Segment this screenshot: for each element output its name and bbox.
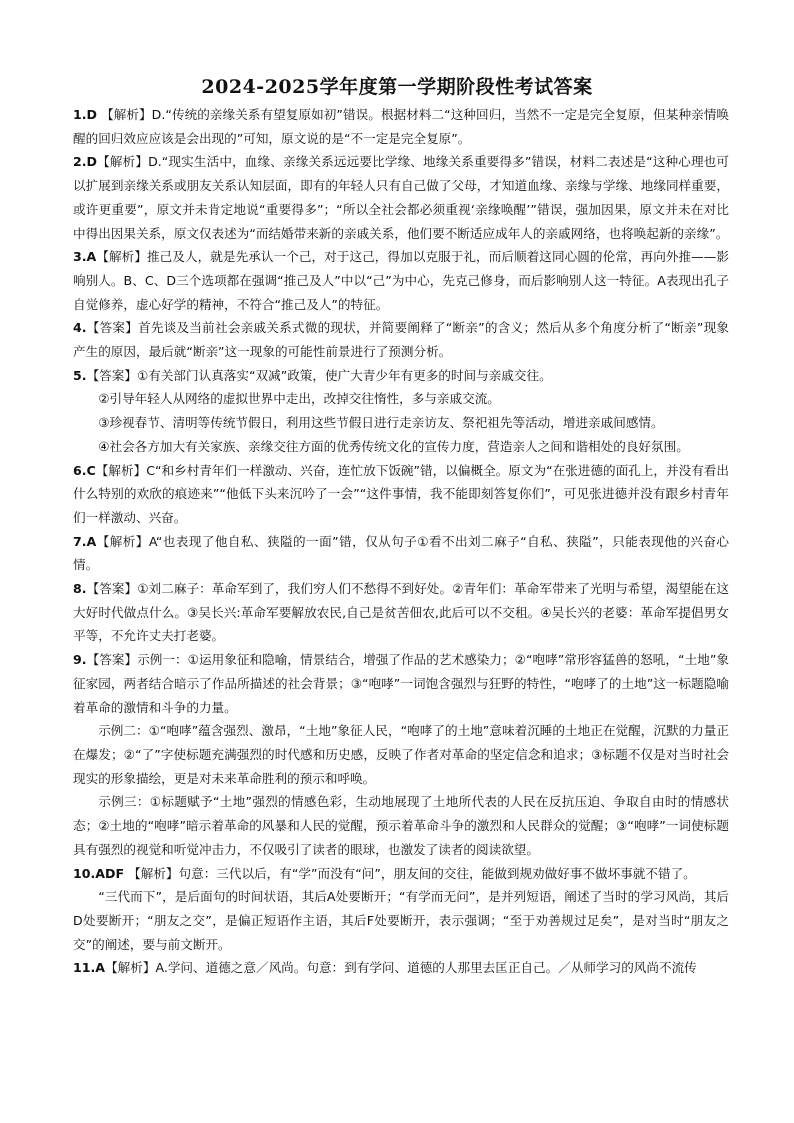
answer-text: 【解析】D.“传统的亲缘关系有望复原如初”错误。根据材料二“这种回归，当然不一定是完全复原，但某种亲情唤醒的回归效应应该是会出现的”可知，原文说的是“不一定是完全复原”。 bbox=[73, 107, 729, 146]
answer-text: 【解析】A“也表现了他自私、狭隘的一面”错，仅从句子①看不出刘二麻子“自私、狭隘”，只能表现他的兴奋心情。 bbox=[73, 533, 729, 573]
answer-text: 示例二：①“咆哮”蕴含强烈、激昂，“土地”象征人民，“咆哮了的土地”意味着沉睡的土地正在觉醒，沉默的力量正在爆发；②“了”字使标题充满强烈的时代感和历史感，反映了作者对革命的坚定信念和追求；③标题不仅是对当时社会现实的形象描绘，更是对未来革命胜利的预示和呼唤。 bbox=[73, 723, 729, 786]
answer-paragraph bbox=[73, 411, 729, 435]
question-number: 10.ADF bbox=[73, 865, 125, 881]
answer-paragraph bbox=[73, 790, 729, 861]
question-number: 4. bbox=[73, 320, 87, 336]
question-number: 11.A bbox=[73, 960, 106, 976]
answer-paragraph bbox=[73, 956, 729, 980]
question-number: 8. bbox=[73, 581, 87, 597]
answer-text: 【答案】①刘二麻子：革命军到了，我们穷人们不愁得不到好处。②青年们：革命军带来了光明与希望，渴望能在这大好时代做点什么。③吴长兴:革命军要解放农民,自己是贫苦佃农,此后可以不交租。④吴长兴的老婆：革命军提倡男女平等，不允许丈夫打老婆。 bbox=[73, 581, 729, 644]
question-number: 5. bbox=[73, 367, 87, 383]
answer-text: 【答案】①有关部门认真落实“双减”政策，使广大青少年有更多的时间与亲戚交往。 bbox=[86, 367, 552, 383]
answer-content bbox=[73, 103, 729, 980]
answer-text: 【解析】推己及人，就是先承认一个己，对于这己，得加以克服于礼，而后顺着这同心圆的伦常，再向外推——影响别人。B、C、D三个选项都在强调“推己及人”中以“己”为中心，先克己修身，而后影响别人这一特征。A表现出孔子自觉修养，虚心好学的精神，不符合“推己及人”的特征。 bbox=[73, 249, 729, 312]
answer-text: ④社会各方加大有关家族、亲缘交往方面的优秀传统文化的宣传力度，营造亲人之间和谐相处的良好氛围。 bbox=[98, 438, 689, 454]
answer-text: “三代而下”，是后面句的时间状语，其后A处要断开；“有学而无问”，是并列短语，阐述了当时的学习风尚，其后D处要断开；“朋友之交”，是偏正短语作主语，其后F处要断开，表示强调；“至于劝善规过足矣”，是对当时“朋友之交”的阐述，要与前文断开。 bbox=[73, 889, 729, 952]
answer-paragraph bbox=[73, 364, 729, 388]
answer-text: 【答案】示例一：①运用象征和隐喻，情景结合，增强了作品的艺术感染力；②“咆哮”常形容猛兽的怒吼，“土地”象征家园，两者结合暗示了作品所描述的社会背景；③“咆哮”一词饱含强烈与狂野的特性，“咆哮了的土地”这一标题隐喻着革命的激情和斗争的力量。 bbox=[73, 652, 729, 715]
answer-text: 【解析】C“和乡村青年们一样激动、兴奋，连忙放下饭碗”错，以偏概全。原文为“在张进德的面孔上，并没有看出什么特别的欢欣的痕迹来”“他低下头来沉吟了一会”“这件事情，我不能即刻答复你们”，可见张进德并没有跟乡村青年们一样激动、兴奋。 bbox=[73, 462, 729, 525]
answer-paragraph bbox=[73, 577, 729, 648]
question-number: 6.C bbox=[73, 462, 96, 478]
answer-paragraph bbox=[73, 103, 729, 150]
answer-paragraph bbox=[73, 245, 729, 316]
answer-paragraph bbox=[73, 316, 729, 363]
answer-paragraph bbox=[73, 459, 729, 530]
answer-text: ③珍视春节、清明等传统节假日，利用这些节假日进行走亲访友、祭祀祖先等活动，增进亲戚间感情。 bbox=[98, 415, 664, 431]
answer-text: 【答案】首先谈及当前社会亲戚关系式微的现状，并简要阐释了“断亲”的含义；然后从多个角度分析了“断亲”现象产生的原因，最后就“断亲”这一现象的可能性前景进行了预测分析。 bbox=[73, 320, 729, 360]
question-number: 3.A bbox=[73, 249, 97, 265]
question-number: 7.A bbox=[73, 533, 97, 549]
answer-paragraph bbox=[73, 150, 729, 245]
answer-text: 【解析】D.“现实生活中，血缘、亲缘关系远远要比学缘、地缘关系重要得多”错误，材料二表述是“这种心理也可以扩展到亲缘关系或朋友关系认知层面，即有的年轻人只有自己做了父母，才知道血缘、亲缘与学缘、地缘同样重要，或许更重要”，原文并未肯定地说“重要得多”；“所以全社会都必须重视‘亲缘唤醒’”错误，强加因果，原文并未在对比中得出因果关系，原文仅表述为“而结婚带来新的亲戚关系，他们要不断适应成年人的亲戚网络，也将唤起新的亲缘”。 bbox=[73, 154, 729, 241]
question-number: 1.D bbox=[73, 107, 98, 122]
answer-paragraph bbox=[73, 435, 729, 459]
answer-paragraph bbox=[73, 648, 729, 719]
answer-text: 示例三：①标题赋予“土地”强烈的情感色彩，生动地展现了土地所代表的人民在反抗压迫、争取自由时的情感状态；②土地的“咆哮”暗示着革命的风暴和人民的觉醒，预示着革命斗争的激烈和人民群众的觉醒；③“咆哮”一词使标题具有强烈的视觉和听觉冲击力，不仅吸引了读者的眼球，也激发了读者的阅读欲望。 bbox=[73, 794, 729, 857]
answer-text: 【解析】句意：三代以后，有“学”而没有“问”，朋友间的交往，能做到规劝做好事不做坏事就不错了。 bbox=[124, 865, 696, 881]
question-number: 9. bbox=[73, 652, 87, 668]
answer-text: 【解析】A.学问、道德之意／风尚。句意：到有学问、道德的人那里去匡正自己。／从师学习的风尚不流传 bbox=[105, 960, 697, 976]
answer-paragraph bbox=[73, 885, 729, 956]
answer-paragraph bbox=[73, 387, 729, 411]
answer-paragraph bbox=[73, 862, 729, 886]
page-title: 2024-2025学年度第一学期阶段性考试答案 bbox=[201, 76, 593, 98]
answer-text: ②引导年轻人从网络的虚拟世界中走出，改掉交往惰性，多与亲戚交流。 bbox=[98, 391, 500, 407]
question-number: 2.D bbox=[73, 154, 98, 170]
answer-paragraph bbox=[73, 530, 729, 577]
answer-paragraph bbox=[73, 719, 729, 790]
